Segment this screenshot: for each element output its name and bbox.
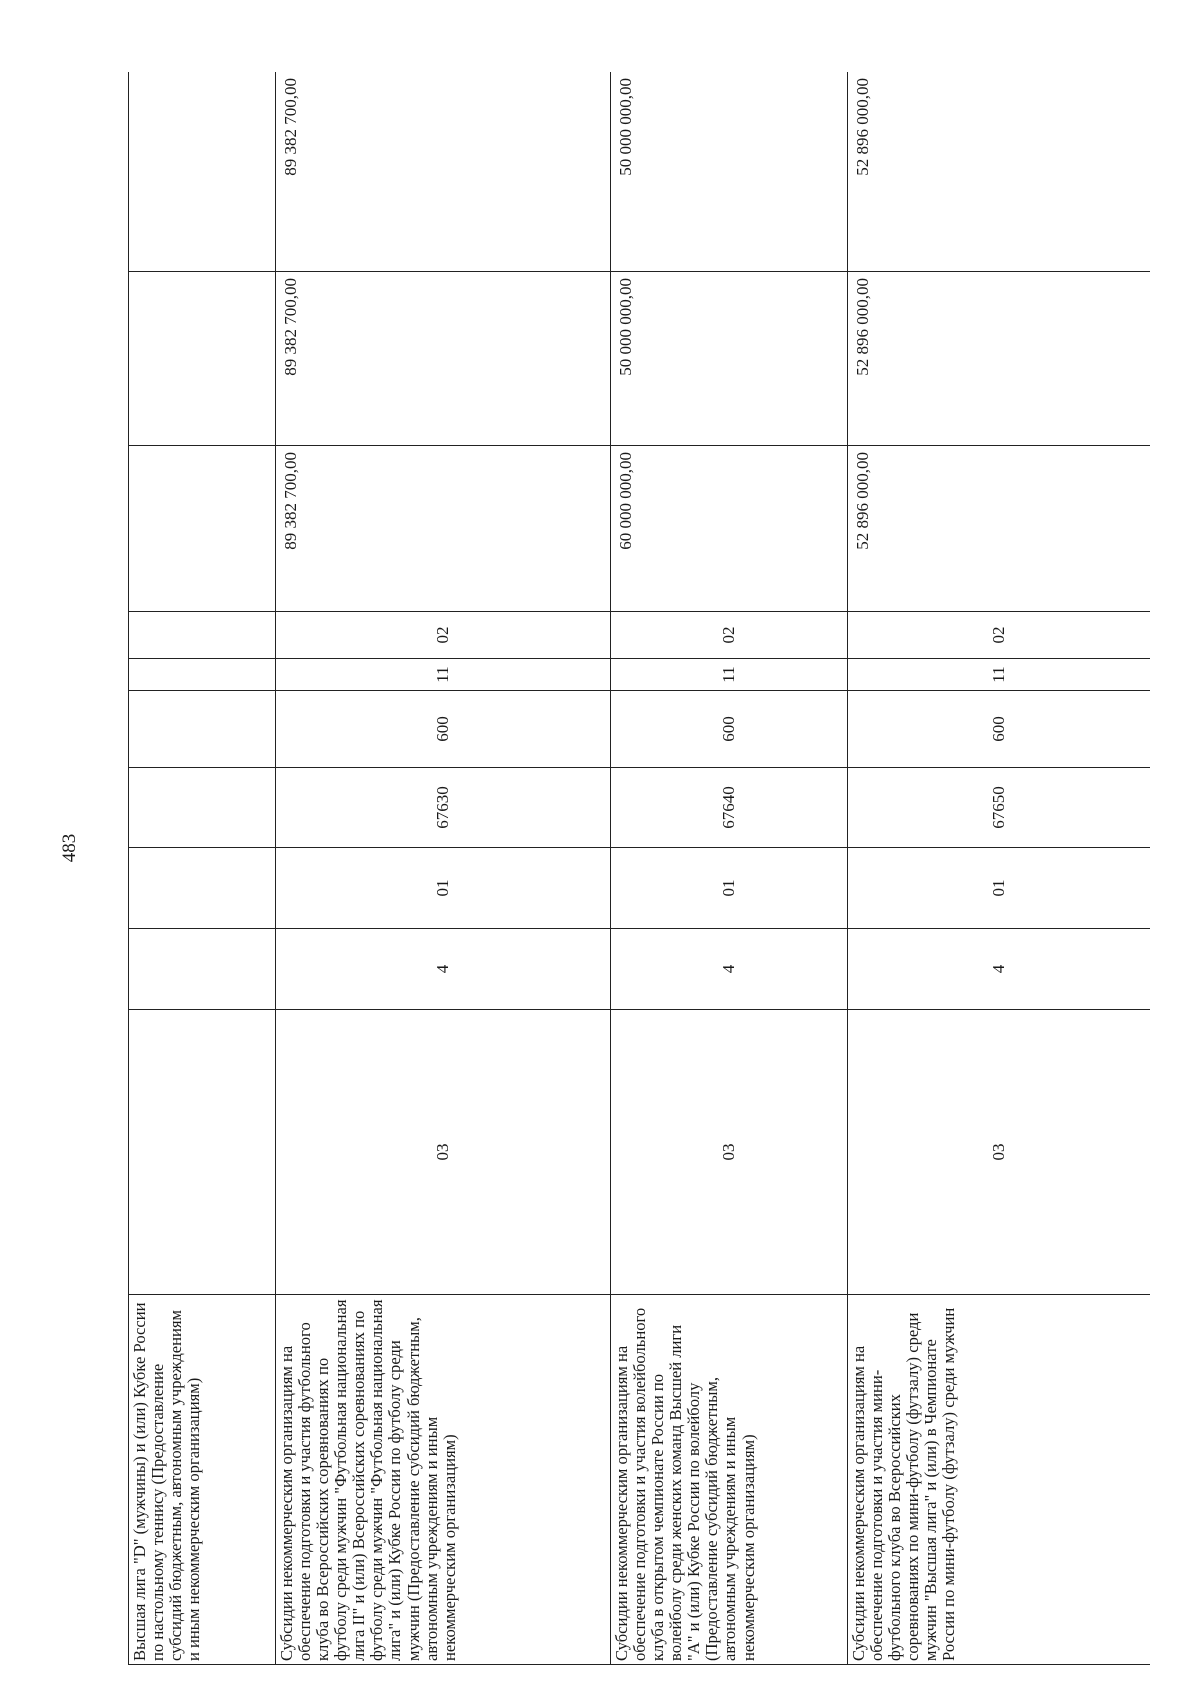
amount-year3-cell bbox=[129, 72, 276, 272]
budget-table-rotated bbox=[128, 72, 1150, 1665]
section-cell bbox=[129, 659, 276, 691]
amount-year1-cell: 52 896 000,00 bbox=[848, 446, 1151, 612]
pr-code-cell: 4 bbox=[848, 929, 1151, 1010]
amount-year2-cell bbox=[129, 272, 276, 446]
program-code-cell: 01 bbox=[848, 848, 1151, 929]
program-code-cell: 01 bbox=[611, 848, 848, 929]
target-code-cell: 67640 bbox=[611, 768, 848, 848]
subsection-cell: 02 bbox=[848, 612, 1151, 659]
budget-table-container bbox=[128, 72, 1150, 1665]
expense-type-cell: 600 bbox=[611, 691, 848, 768]
amount-year2-cell: 89 382 700,00 bbox=[276, 272, 611, 446]
expense-type-cell: 600 bbox=[848, 691, 1151, 768]
page-number: 483 bbox=[59, 833, 80, 863]
pr-code-cell: 4 bbox=[276, 929, 611, 1010]
amount-year2-cell: 52 896 000,00 bbox=[848, 272, 1151, 446]
section-cell: 11 bbox=[276, 659, 611, 691]
table-row bbox=[276, 72, 611, 1665]
budget-table bbox=[128, 72, 1150, 1665]
amount-year3-cell: 89 382 700,00 bbox=[276, 72, 611, 272]
expense-name-cell: Субсидии некоммерческим организациям на обеспечение подготовки и участия футбольного клуба во Всероссийских соревнованиях по футболу среди мужчин "Футбольная национальная лига II" и (или) Всероссийских соревнованиях по футболу среди мужчин "Футбольная национальная лига" и (или) Кубке России по футболу среди мужчин (Предоставление субсидий бюджетным, автономным учреждениям и иным некоммерческим организациям) bbox=[276, 1295, 611, 1665]
target-code-cell: 67630 bbox=[276, 768, 611, 848]
table-row bbox=[848, 72, 1151, 1665]
expense-type-cell: 600 bbox=[276, 691, 611, 768]
amount-year1-cell bbox=[129, 446, 276, 612]
expense-type-cell bbox=[129, 691, 276, 768]
section-cell: 11 bbox=[848, 659, 1151, 691]
pr-code-cell bbox=[129, 929, 276, 1010]
program-code-cell bbox=[129, 848, 276, 929]
amount-year1-cell: 60 000 000,00 bbox=[611, 446, 848, 612]
program-code-cell: 01 bbox=[276, 848, 611, 929]
table-row bbox=[129, 72, 276, 1665]
amount-year2-cell: 50 000 000,00 bbox=[611, 272, 848, 446]
gr-code-cell: 03 bbox=[276, 1010, 611, 1295]
table-row bbox=[611, 72, 848, 1665]
gr-code-cell: 03 bbox=[848, 1010, 1151, 1295]
expense-name-cell: Субсидии некоммерческим организациям на обеспечение подготовки и участия волейбольного клуба в открытом чемпионате России по волейболу среди женских команд Высшей лиги "А" и (или) Кубке России по волейболу (Предоставление субсидий бюджетным, автономным учреждениям и иным некоммерческим организациям) bbox=[611, 1295, 848, 1665]
subsection-cell: 02 bbox=[611, 612, 848, 659]
section-cell: 11 bbox=[611, 659, 848, 691]
subsection-cell bbox=[129, 612, 276, 659]
subsection-cell: 02 bbox=[276, 612, 611, 659]
amount-year3-cell: 52 896 000,00 bbox=[848, 72, 1151, 272]
expense-name-cell: Высшая лига "D" (мужчины) и (или) Кубке России по настольному теннису (Предоставление субсидий бюджетным, автономным учреждениям и иным некоммерческим организациям) bbox=[129, 1295, 276, 1665]
gr-code-cell bbox=[129, 1010, 276, 1295]
amount-year3-cell: 50 000 000,00 bbox=[611, 72, 848, 272]
gr-code-cell: 03 bbox=[611, 1010, 848, 1295]
amount-year1-cell: 89 382 700,00 bbox=[276, 446, 611, 612]
pr-code-cell: 4 bbox=[611, 929, 848, 1010]
expense-name-cell: Субсидии некоммерческим организациям на обеспечение подготовки и участия мини-футбольного клуба во Всероссийских соревнованиях по мини-футболу (футзалу) среди мужчин "Высшая лига" и (или) в Чемпионате России по мини-футболу (футзалу) среди мужчин bbox=[848, 1295, 1151, 1665]
target-code-cell bbox=[129, 768, 276, 848]
target-code-cell: 67650 bbox=[848, 768, 1151, 848]
